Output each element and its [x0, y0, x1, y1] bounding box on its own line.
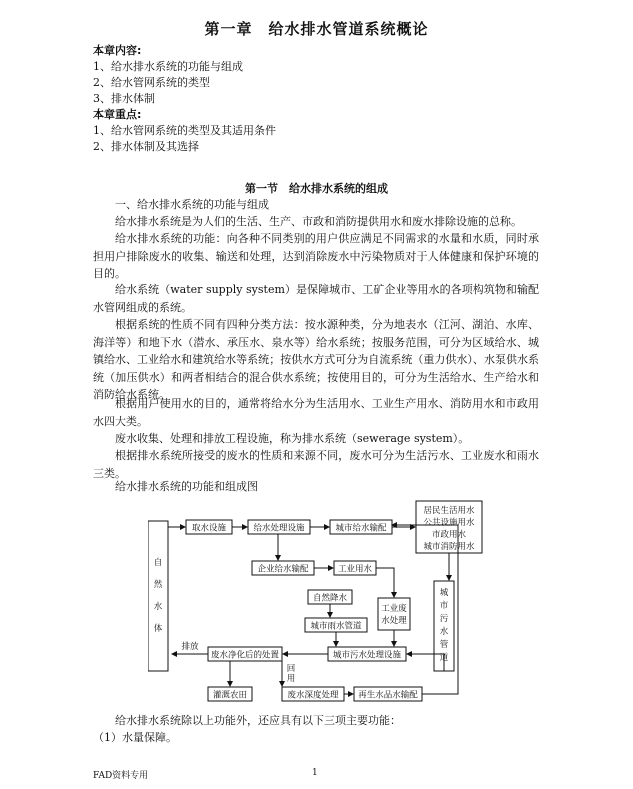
paragraph: 根据排水系统所接受的废水的性质和来源不同，废水可分为生活污水、工业废水和雨水三类。	[93, 449, 539, 480]
recycled-distribution-label: 再生水品水输配	[358, 690, 418, 701]
nature-water-label	[154, 557, 163, 634]
discharge-label: 排放	[181, 642, 199, 652]
city-sewer-char: 城	[439, 588, 449, 598]
paragraph: 给水排水系统除以上功能外，还应具有以下三项主要功能：	[115, 714, 401, 727]
users-label: 市政用水	[431, 530, 467, 540]
users-label: 公共设施用水	[423, 518, 475, 528]
paragraph: 给水系统（water supply system）是保障城市、工矿企业等用水的各项构筑物和输配水管网组成的系统。	[93, 283, 539, 314]
city-sewer-label	[440, 587, 449, 663]
natural-rain-label: 自然降水	[312, 593, 348, 604]
section-title: 第一节 给水排水系统的组成	[245, 182, 388, 195]
key-points-heading: 本章重点:	[93, 108, 142, 121]
city-sewer-char: 市	[439, 601, 449, 611]
svg-text:体: 体	[153, 624, 163, 634]
city-sewer-char: 管	[439, 640, 449, 650]
city-sewer-char: 污	[439, 614, 449, 624]
diagram-caption: 给水排水系统的功能和组成图	[115, 480, 258, 493]
paragraph: 一、给水排水系统的功能与组成	[115, 198, 269, 211]
reuse-char: 用	[286, 674, 296, 684]
users-label: 城市消防用水	[423, 542, 475, 552]
paragraph: 给水排水系统的功能：向各种不同类别的用户供应满足不同需求的水量和水质，同时承担用户排除废水的收集、输送和处理，达到消除废水中污染物质对于人体健康和保护环境的目的。	[93, 232, 539, 280]
page-number: 1	[312, 768, 318, 778]
chapter-title: 第一章 给水排水管道系统概论	[204, 20, 429, 38]
water-system-diagram	[148, 495, 488, 707]
key-point-item: 1、给水管网系统的类型及其适用条件	[93, 124, 276, 137]
city-distribution-label: 城市给水输配	[335, 523, 387, 534]
reuse-label	[287, 664, 296, 684]
irrigation-label: 灌溉农田	[212, 690, 248, 701]
key-point-item: 2、排水体制及其选择	[93, 140, 199, 153]
content-item: 1、给水排水系统的功能与组成	[93, 60, 243, 73]
sewage-treatment-label: 城市污水处理设施	[332, 650, 402, 661]
deep-treatment-label: 废水深度处理	[287, 690, 339, 701]
chapter-content-block	[93, 43, 276, 155]
nature-water-box	[148, 521, 168, 671]
water-treatment-label: 给水处理设施	[253, 523, 305, 534]
reuse-char: 回	[286, 664, 296, 674]
content-item: 3、排水体制	[93, 92, 155, 105]
city-sewer-char: 水	[439, 627, 449, 637]
post-purification-label: 废水净化后的处置	[210, 650, 280, 661]
paragraph: 废水收集、处理和排放工程设施，称为排水系统（sewerage system）。	[115, 432, 470, 445]
industrial-wastewater-label: 工业废	[381, 604, 407, 614]
city-sewer-char: 道	[439, 653, 449, 663]
industrial-wastewater-label: 水处理	[381, 616, 407, 626]
enterprise-distribution-label: 企业给水输配	[257, 564, 309, 575]
industrial-water-label: 工业用水	[337, 564, 373, 575]
paragraph: 根据系统的性质不同有四种分类方法：按水源种类，分为地表水（江河、湖泊、水库、海洋等）和地下水（潜水、承压水、泉水等）给水系统；按服务范围，可分为区域给水、城镇给水、工业给水和建筑给水等系统；按供水方式可分为自流系统（重力供水）、水泵供水系统（加压供水）和两者相结合的混合供水系统；按使用目的，可分为生活给水、生产给水和消防给水系统。	[93, 318, 539, 401]
svg-text:然: 然	[153, 580, 163, 590]
intake-label: 取水设施	[191, 523, 227, 534]
paragraph: （1）水量保障。	[93, 731, 177, 744]
content-heading: 本章内容:	[93, 44, 142, 57]
svg-text:自: 自	[153, 558, 163, 568]
users-label: 居民生活用水	[423, 506, 475, 516]
content-item: 2、给水管网系统的类型	[93, 76, 210, 89]
paragraph: 给水排水系统是为人们的生活、生产、市政和消防提供用水和废水排除设施的总称。	[115, 215, 522, 228]
paragraph: 根据用户使用水的目的，通常将给水分为生活用水、工业生产用水、消防用水和市政用水四大类。	[93, 397, 539, 428]
svg-text:水: 水	[153, 602, 163, 612]
footer-label: FAD资料专用	[93, 771, 149, 781]
storm-sewer-label: 城市雨水管道	[310, 621, 362, 632]
